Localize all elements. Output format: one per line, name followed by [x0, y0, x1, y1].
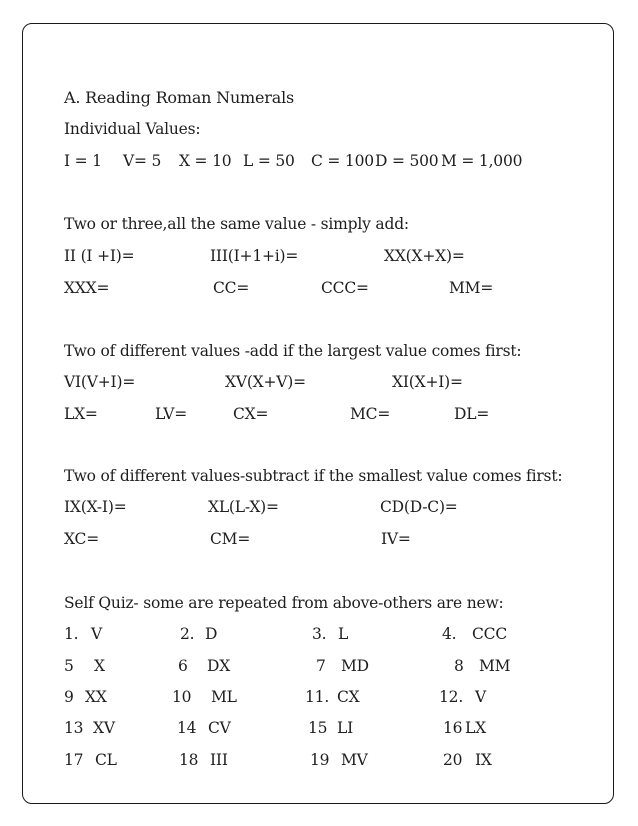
add-largest-item: XI(X+I)= — [392, 373, 463, 391]
quiz-numeral: MV — [341, 751, 368, 769]
quiz-numeral: D — [205, 625, 218, 643]
same-value-item: III(I+1+i)= — [210, 247, 299, 265]
quiz-numeral: CL — [95, 751, 117, 769]
subtract-smallest-item: XC= — [64, 530, 100, 548]
quiz-numeral: V — [475, 688, 486, 706]
quiz-number: 19 — [310, 751, 330, 769]
add-largest-item: CX= — [233, 405, 269, 423]
subtract-smallest-item: CD(D-C)= — [380, 498, 458, 516]
quiz-number: 7 — [316, 657, 326, 675]
quiz-number: 11. — [305, 688, 330, 706]
same-value-item: II (I +I)= — [64, 247, 135, 265]
value-m: M = 1,000 — [441, 152, 523, 170]
self-quiz-heading: Self Quiz- some are repeated from above-others are new: — [64, 594, 504, 612]
add-largest-item: LX= — [64, 405, 98, 423]
quiz-number: 6 — [178, 657, 188, 675]
section-title: A. Reading Roman Numerals — [64, 88, 295, 107]
same-value-item: MM= — [449, 279, 494, 297]
same-value-item: XXX= — [64, 279, 110, 297]
same-value-item: XX(X+X)= — [384, 247, 465, 265]
quiz-numeral: CX — [337, 688, 360, 706]
value-d: D = 500 — [375, 152, 439, 170]
quiz-numeral: LX — [465, 719, 486, 737]
add-largest-item: VI(V+I)= — [64, 373, 136, 391]
quiz-numeral: MD — [341, 657, 369, 675]
subtract-smallest-item: IV= — [381, 530, 411, 548]
subtract-smallest-item: CM= — [210, 530, 251, 548]
quiz-numeral: LI — [337, 719, 354, 737]
quiz-number: 20 — [443, 751, 463, 769]
same-value-heading: Two or three,all the same value - simply add: — [64, 215, 409, 233]
quiz-numeral: CV — [208, 719, 231, 737]
quiz-number: 17 — [64, 751, 84, 769]
quiz-number: 5 — [64, 657, 74, 675]
value-i: I = 1 — [64, 152, 102, 170]
quiz-numeral: L — [338, 625, 349, 643]
quiz-numeral: X — [94, 657, 105, 675]
individual-values-label: Individual Values: — [64, 120, 201, 138]
value-c: C = 100 — [311, 152, 374, 170]
quiz-numeral: MM — [479, 657, 511, 675]
same-value-item: CCC= — [321, 279, 369, 297]
quiz-number: 13 — [64, 719, 84, 737]
quiz-numeral: ML — [211, 688, 237, 706]
quiz-numeral: DX — [207, 657, 231, 675]
quiz-number: 15 — [308, 719, 328, 737]
quiz-number: 8 — [454, 657, 464, 675]
add-largest-item: DL= — [454, 405, 490, 423]
quiz-numeral: V — [91, 625, 102, 643]
add-largest-item: XV(X+V)= — [225, 373, 306, 391]
quiz-number: 3. — [312, 625, 327, 643]
same-value-item: CC= — [213, 279, 250, 297]
quiz-number: 9 — [64, 688, 74, 706]
quiz-number: 18 — [179, 751, 199, 769]
value-v: V= 5 — [123, 152, 162, 170]
quiz-number: 10 — [172, 688, 192, 706]
subtract-smallest-item: IX(X-I)= — [64, 498, 127, 516]
quiz-number: 12. — [439, 688, 464, 706]
quiz-number: 1. — [64, 625, 79, 643]
quiz-numeral: XX — [85, 688, 107, 706]
quiz-numeral: XV — [93, 719, 115, 737]
value-l: L = 50 — [243, 152, 295, 170]
value-x: X = 10 — [179, 152, 232, 170]
quiz-number: 14 — [177, 719, 197, 737]
add-largest-item: LV= — [155, 405, 188, 423]
add-largest-heading: Two of different values -add if the largest value comes first: — [64, 342, 522, 360]
quiz-number: 2. — [180, 625, 195, 643]
quiz-numeral: IX — [475, 751, 492, 769]
subtract-smallest-heading: Two of different values-subtract if the smallest value comes first: — [64, 467, 563, 485]
subtract-smallest-item: XL(L-X)= — [208, 498, 279, 516]
add-largest-item: MC= — [350, 405, 391, 423]
quiz-numeral: III — [210, 751, 228, 769]
quiz-number: 4. — [442, 625, 457, 643]
quiz-number: 16 — [443, 719, 463, 737]
quiz-numeral: CCC — [472, 625, 507, 643]
